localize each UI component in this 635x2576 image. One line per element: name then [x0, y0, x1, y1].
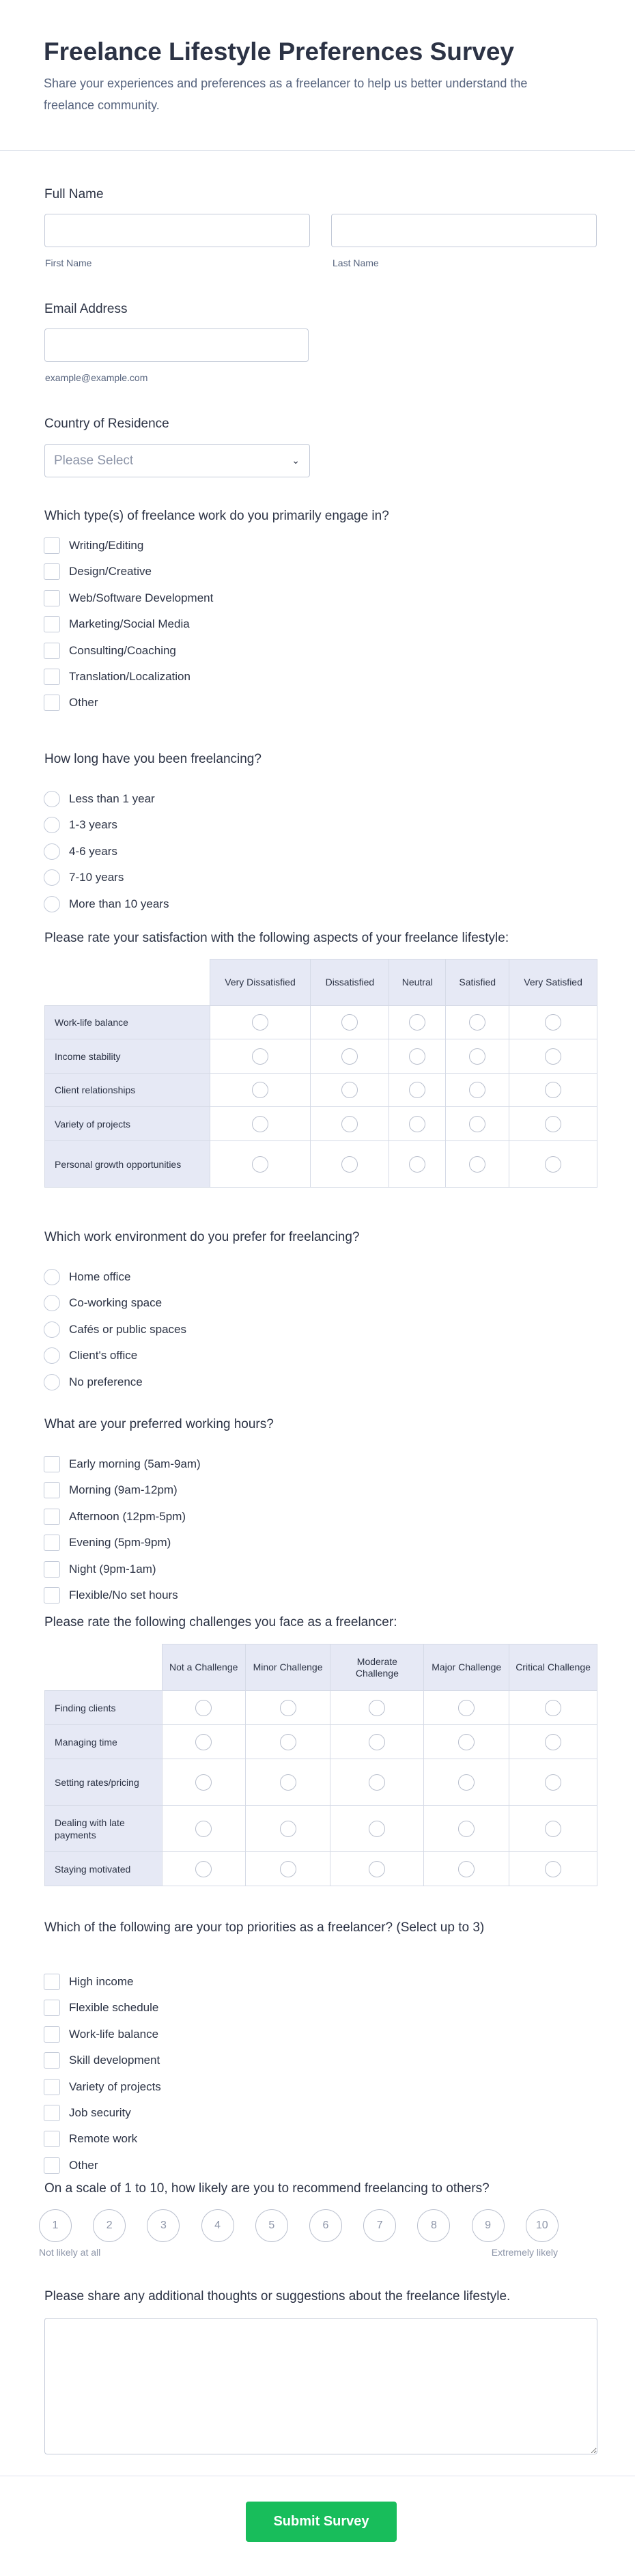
radio-button[interactable] — [195, 1700, 212, 1716]
matrix-corner — [45, 960, 210, 1006]
matrix-cell — [509, 1852, 597, 1886]
header-divider — [0, 150, 635, 151]
radio-button[interactable] — [369, 1734, 385, 1750]
radio-button[interactable] — [280, 1700, 296, 1716]
radio-button[interactable] — [469, 1048, 485, 1065]
checkbox[interactable] — [44, 2079, 60, 2095]
option-label: Other — [69, 2158, 98, 2172]
scale-option-10[interactable]: 10 — [526, 2209, 559, 2242]
matrix-cell — [311, 1107, 389, 1141]
email-helper: example@example.com — [45, 372, 148, 383]
matrix-cell — [446, 1006, 509, 1039]
checkbox[interactable] — [44, 1509, 60, 1525]
option-label: Design/Creative — [69, 565, 152, 578]
radio-button[interactable] — [341, 1116, 358, 1132]
radio-button[interactable] — [44, 1347, 60, 1364]
hours-label: What are your preferred working hours? — [44, 1417, 274, 1431]
matrix-cell — [446, 1039, 509, 1074]
environment-label: Which work environment do you prefer for freelancing? — [44, 1230, 360, 1244]
matrix-row-label: Variety of projects — [45, 1107, 210, 1141]
first-name-sublabel: First Name — [45, 257, 92, 268]
scale-option-5[interactable]: 5 — [255, 2209, 288, 2242]
option-label: 1-3 years — [69, 818, 117, 832]
checkbox[interactable] — [44, 1587, 60, 1604]
hours-option[interactable] — [44, 1455, 201, 1473]
matrix-cell — [446, 1107, 509, 1141]
matrix-row-label: Setting rates/pricing — [45, 1759, 163, 1806]
first-name-input[interactable] — [44, 214, 310, 247]
matrix-cell — [509, 1074, 597, 1107]
matrix-row-label: Client relationships — [45, 1074, 210, 1107]
radio-button[interactable] — [44, 1295, 60, 1311]
radio-button[interactable] — [545, 1014, 561, 1031]
chevron-down-icon: ⌄ — [292, 455, 300, 466]
option-label: Other — [69, 696, 98, 710]
option-label: Variety of projects — [69, 2080, 161, 2093]
option-label: High income — [69, 1975, 134, 1988]
priorities-option[interactable] — [44, 2052, 160, 2069]
radio-button[interactable] — [545, 1734, 561, 1750]
submit-button[interactable]: Submit Survey — [246, 2502, 397, 2542]
radio-button[interactable] — [545, 1821, 561, 1837]
radio-button[interactable] — [195, 1821, 212, 1837]
radio-button[interactable] — [409, 1082, 425, 1098]
radio-button[interactable] — [369, 1821, 385, 1837]
matrix-cell — [162, 1806, 245, 1852]
checkbox[interactable] — [44, 2157, 60, 2174]
option-label: Morning (9am-12pm) — [69, 1483, 178, 1497]
option-label: Co-working space — [69, 1296, 163, 1310]
matrix-cell — [389, 1039, 446, 1074]
matrix-cell — [210, 1039, 311, 1074]
checkbox[interactable] — [44, 2105, 60, 2121]
satisfaction-label: Please rate your satisfaction with the following aspects of your freelance lifestyle: — [44, 931, 509, 945]
option-label: Flexible schedule — [69, 2001, 159, 2015]
matrix-cell — [210, 1141, 311, 1188]
matrix-cell — [210, 1006, 311, 1039]
matrix-cell — [424, 1759, 509, 1806]
radio-button[interactable] — [545, 1700, 561, 1716]
matrix-row-label: Managing time — [45, 1725, 163, 1759]
priorities-option[interactable] — [44, 2104, 131, 2122]
hours-option[interactable] — [44, 1560, 156, 1578]
radio-button[interactable] — [44, 896, 60, 912]
priorities-option[interactable] — [44, 1973, 134, 1991]
matrix-column-header: Not a Challenge — [162, 1644, 245, 1691]
environment-option[interactable] — [44, 1347, 137, 1364]
matrix-row — [45, 1039, 597, 1074]
duration-option[interactable] — [44, 895, 169, 913]
checkbox[interactable] — [44, 590, 60, 606]
matrix-row — [45, 1852, 597, 1886]
option-label: Night (9pm-1am) — [69, 1562, 156, 1576]
matrix-row — [45, 1141, 597, 1188]
radio-button[interactable] — [458, 1861, 475, 1877]
radio-button[interactable] — [409, 1014, 425, 1031]
checkbox[interactable] — [44, 1535, 60, 1551]
matrix-column-header: Minor Challenge — [245, 1644, 330, 1691]
radio-button[interactable] — [280, 1821, 296, 1837]
matrix-corner — [45, 1644, 163, 1691]
matrix-cell — [509, 1141, 597, 1188]
priorities-option[interactable] — [44, 2157, 98, 2174]
option-label: Client's office — [69, 1349, 138, 1362]
matrix-cell — [446, 1074, 509, 1107]
work-types-option[interactable] — [44, 537, 143, 555]
recommend-label: On a scale of 1 to 10, how likely are you to recommend freelancing to others? — [44, 2181, 490, 2196]
radio-button[interactable] — [44, 791, 60, 807]
matrix-column-header: Satisfied — [446, 960, 509, 1006]
priorities-option[interactable] — [44, 2026, 158, 2043]
checkbox[interactable] — [44, 1974, 60, 1990]
matrix-cell — [311, 1074, 389, 1107]
hours-option[interactable] — [44, 1508, 186, 1526]
checkbox[interactable] — [44, 2000, 60, 2016]
option-label: Early morning (5am-9am) — [69, 1457, 201, 1470]
radio-button[interactable] — [44, 1269, 60, 1285]
matrix-row-label: Staying motivated — [45, 1852, 163, 1886]
matrix-cell — [330, 1725, 424, 1759]
matrix-column-header: Dissatisfied — [311, 960, 389, 1006]
option-label: Flexible/No set hours — [69, 1588, 178, 1601]
matrix-cell — [424, 1806, 509, 1852]
matrix-cell — [311, 1141, 389, 1188]
matrix-cell — [446, 1141, 509, 1188]
radio-button[interactable] — [409, 1048, 425, 1065]
priorities-option[interactable] — [44, 1999, 158, 2017]
radio-button[interactable] — [458, 1821, 475, 1837]
work-types-label: Which type(s) of freelance work do you primarily engage in? — [44, 509, 389, 523]
matrix-row — [45, 1806, 597, 1852]
matrix-cell — [509, 1759, 597, 1806]
matrix-cell — [330, 1691, 424, 1725]
radio-button[interactable] — [44, 817, 60, 833]
radio-button[interactable] — [469, 1082, 485, 1098]
scale-option-4[interactable]: 4 — [201, 2209, 234, 2242]
matrix-cell — [330, 1759, 424, 1806]
option-label: 7-10 years — [69, 871, 124, 884]
scale-option-3[interactable]: 3 — [147, 2209, 180, 2242]
matrix-cell — [162, 1691, 245, 1725]
work-types-option[interactable] — [44, 694, 98, 712]
matrix-cell — [424, 1852, 509, 1886]
radio-button[interactable] — [545, 1082, 561, 1098]
option-label: Afternoon (12pm-5pm) — [69, 1509, 186, 1523]
scale-option-6[interactable]: 6 — [309, 2209, 342, 2242]
matrix-cell — [162, 1725, 245, 1759]
checkbox[interactable] — [44, 2131, 60, 2147]
radio-button[interactable] — [469, 1116, 485, 1132]
matrix-row — [45, 1759, 597, 1806]
scale-option-9[interactable]: 9 — [472, 2209, 505, 2242]
checkbox[interactable] — [44, 1482, 60, 1498]
matrix-cell — [210, 1107, 311, 1141]
matrix-cell — [330, 1806, 424, 1852]
option-label: Evening (5pm-9pm) — [69, 1536, 171, 1550]
work-types-option[interactable] — [44, 563, 152, 580]
radio-button[interactable] — [44, 1374, 60, 1390]
matrix-row-label: Work-life balance — [45, 1006, 210, 1039]
radio-button[interactable] — [280, 1861, 296, 1877]
duration-option[interactable] — [44, 869, 124, 886]
matrix-cell — [509, 1006, 597, 1039]
radio-button[interactable] — [458, 1700, 475, 1716]
checkbox[interactable] — [44, 2052, 60, 2069]
matrix-cell — [509, 1691, 597, 1725]
scale-low-label: Not likely at all — [39, 2247, 101, 2258]
satisfaction-matrix — [44, 959, 597, 1188]
checkbox[interactable] — [44, 669, 60, 685]
scale-option-1[interactable]: 1 — [39, 2209, 72, 2242]
checkbox[interactable] — [44, 616, 60, 632]
matrix-cell — [389, 1141, 446, 1188]
radio-button[interactable] — [44, 843, 60, 860]
country-label: Country of Residence — [44, 417, 169, 431]
priorities-label: Which of the following are your top priorities as a freelancer? (Select up to 3) — [44, 1920, 485, 1935]
matrix-cell — [311, 1006, 389, 1039]
environment-option[interactable] — [44, 1268, 130, 1286]
thoughts-label: Please share any additional thoughts or suggestions about the freelance lifestyle. — [44, 2289, 511, 2304]
email-label: Email Address — [44, 302, 128, 316]
hours-option[interactable] — [44, 1586, 178, 1604]
radio-button[interactable] — [44, 869, 60, 886]
radio-button[interactable] — [341, 1156, 358, 1173]
work-types-option[interactable] — [44, 668, 190, 686]
duration-option[interactable] — [44, 816, 117, 834]
hours-option[interactable] — [44, 1534, 171, 1552]
checkbox[interactable] — [44, 537, 60, 554]
radio-button[interactable] — [469, 1156, 485, 1173]
matrix-cell — [210, 1074, 311, 1107]
radio-button[interactable] — [545, 1048, 561, 1065]
environment-option[interactable] — [44, 1294, 162, 1312]
option-label: Skill development — [69, 2054, 160, 2067]
matrix-cell — [509, 1806, 597, 1852]
radio-button[interactable] — [252, 1014, 268, 1031]
matrix-cell — [509, 1107, 597, 1141]
priorities-option[interactable] — [44, 2078, 161, 2096]
matrix-row — [45, 1691, 597, 1725]
option-label: Consulting/Coaching — [69, 643, 176, 657]
matrix-cell — [509, 1039, 597, 1074]
environment-option[interactable] — [44, 1373, 143, 1391]
priorities-option[interactable] — [44, 2130, 137, 2148]
email-input[interactable] — [44, 328, 309, 362]
matrix-cell — [311, 1039, 389, 1074]
scale-high-label: Extremely likely — [491, 2247, 558, 2258]
matrix-cell — [245, 1691, 330, 1725]
matrix-row — [45, 1006, 597, 1039]
radio-button[interactable] — [341, 1082, 358, 1098]
radio-button[interactable] — [252, 1082, 268, 1098]
option-label: No preference — [69, 1375, 143, 1388]
option-label: Less than 1 year — [69, 792, 155, 805]
country-placeholder: Please Select — [54, 453, 134, 468]
scale-option-2[interactable]: 2 — [93, 2209, 126, 2242]
radio-button[interactable] — [545, 1774, 561, 1791]
radio-button[interactable] — [545, 1861, 561, 1877]
matrix-cell — [389, 1074, 446, 1107]
option-label: Work-life balance — [69, 2027, 159, 2041]
matrix-column-header: Very Dissatisfied — [210, 960, 311, 1006]
matrix-row-label: Finding clients — [45, 1691, 163, 1725]
challenges-matrix — [44, 1644, 597, 1886]
option-label: Writing/Editing — [69, 539, 144, 552]
radio-button[interactable] — [369, 1861, 385, 1877]
matrix-cell — [509, 1725, 597, 1759]
option-label: Web/Software Development — [69, 591, 214, 604]
radio-button[interactable] — [280, 1774, 296, 1791]
checkbox[interactable] — [44, 1561, 60, 1578]
work-types-option[interactable] — [44, 642, 176, 660]
radio-button[interactable] — [369, 1774, 385, 1791]
radio-button[interactable] — [409, 1156, 425, 1173]
environment-option[interactable] — [44, 1321, 186, 1339]
radio-button[interactable] — [280, 1734, 296, 1750]
form-title: Freelance Lifestyle Preferences Survey — [44, 38, 514, 66]
matrix-cell — [389, 1006, 446, 1039]
option-label: Cafés or public spaces — [69, 1322, 186, 1336]
radio-button[interactable] — [545, 1156, 561, 1173]
duration-option[interactable] — [44, 843, 117, 860]
matrix-cell — [389, 1107, 446, 1141]
matrix-row — [45, 1074, 597, 1107]
checkbox[interactable] — [44, 2026, 60, 2043]
checkbox[interactable] — [44, 695, 60, 711]
duration-label: How long have you been freelancing? — [44, 752, 262, 766]
matrix-column-header: Critical Challenge — [509, 1644, 597, 1691]
option-label: Remote work — [69, 2132, 138, 2146]
scale-option-8[interactable]: 8 — [417, 2209, 450, 2242]
option-label: Marketing/Social Media — [69, 617, 190, 631]
matrix-row-label: Income stability — [45, 1039, 210, 1074]
matrix-column-header: Neutral — [389, 960, 446, 1006]
full-name-label: Full Name — [44, 187, 104, 201]
work-types-option[interactable] — [44, 615, 190, 633]
matrix-cell — [330, 1852, 424, 1886]
option-label: Translation/Localization — [69, 670, 190, 683]
radio-button[interactable] — [252, 1116, 268, 1132]
option-label: More than 10 years — [69, 897, 169, 910]
radio-button[interactable] — [458, 1734, 475, 1750]
matrix-row-label: Dealing with late payments — [45, 1806, 163, 1852]
radio-button[interactable] — [469, 1014, 485, 1031]
option-label: Job security — [69, 2106, 131, 2119]
hours-option[interactable] — [44, 1481, 178, 1499]
matrix-column-header: Very Satisfied — [509, 960, 597, 1006]
radio-button[interactable] — [195, 1734, 212, 1750]
last-name-input[interactable] — [331, 214, 597, 247]
country-select[interactable] — [44, 444, 310, 477]
radio-button[interactable] — [545, 1116, 561, 1132]
radio-button[interactable] — [341, 1014, 358, 1031]
checkbox[interactable] — [44, 1456, 60, 1472]
matrix-row — [45, 1107, 597, 1141]
matrix-column-header: Moderate Challenge — [330, 1644, 424, 1691]
radio-button[interactable] — [341, 1048, 358, 1065]
challenges-label: Please rate the following challenges you face as a freelancer: — [44, 1615, 397, 1629]
radio-button[interactable] — [369, 1700, 385, 1716]
option-label: 4-6 years — [69, 844, 117, 858]
radio-button[interactable] — [458, 1774, 475, 1791]
radio-button[interactable] — [195, 1774, 212, 1791]
work-types-option[interactable] — [44, 589, 213, 607]
scale-option-7[interactable]: 7 — [363, 2209, 396, 2242]
radio-button[interactable] — [409, 1116, 425, 1132]
matrix-cell — [245, 1806, 330, 1852]
matrix-column-header: Major Challenge — [424, 1644, 509, 1691]
radio-button[interactable] — [252, 1048, 268, 1065]
matrix-row — [45, 1725, 597, 1759]
matrix-cell — [424, 1725, 509, 1759]
checkbox[interactable] — [44, 563, 60, 580]
matrix-cell — [162, 1852, 245, 1886]
matrix-cell — [245, 1759, 330, 1806]
matrix-cell — [245, 1725, 330, 1759]
matrix-cell — [424, 1691, 509, 1725]
duration-option[interactable] — [44, 790, 155, 808]
radio-button[interactable] — [195, 1861, 212, 1877]
matrix-row-label: Personal growth opportunities — [45, 1141, 210, 1188]
matrix-cell — [162, 1759, 245, 1806]
matrix-cell — [245, 1852, 330, 1886]
checkbox[interactable] — [44, 643, 60, 659]
radio-button[interactable] — [252, 1156, 268, 1173]
last-name-sublabel: Last Name — [333, 257, 379, 268]
option-label: Home office — [69, 1270, 131, 1283]
radio-button[interactable] — [44, 1321, 60, 1338]
form-subtitle: Share your experiences and preferences as a freelancer to help us better understand the freelance community. — [44, 76, 528, 112]
thoughts-textarea[interactable] — [44, 2318, 597, 2454]
